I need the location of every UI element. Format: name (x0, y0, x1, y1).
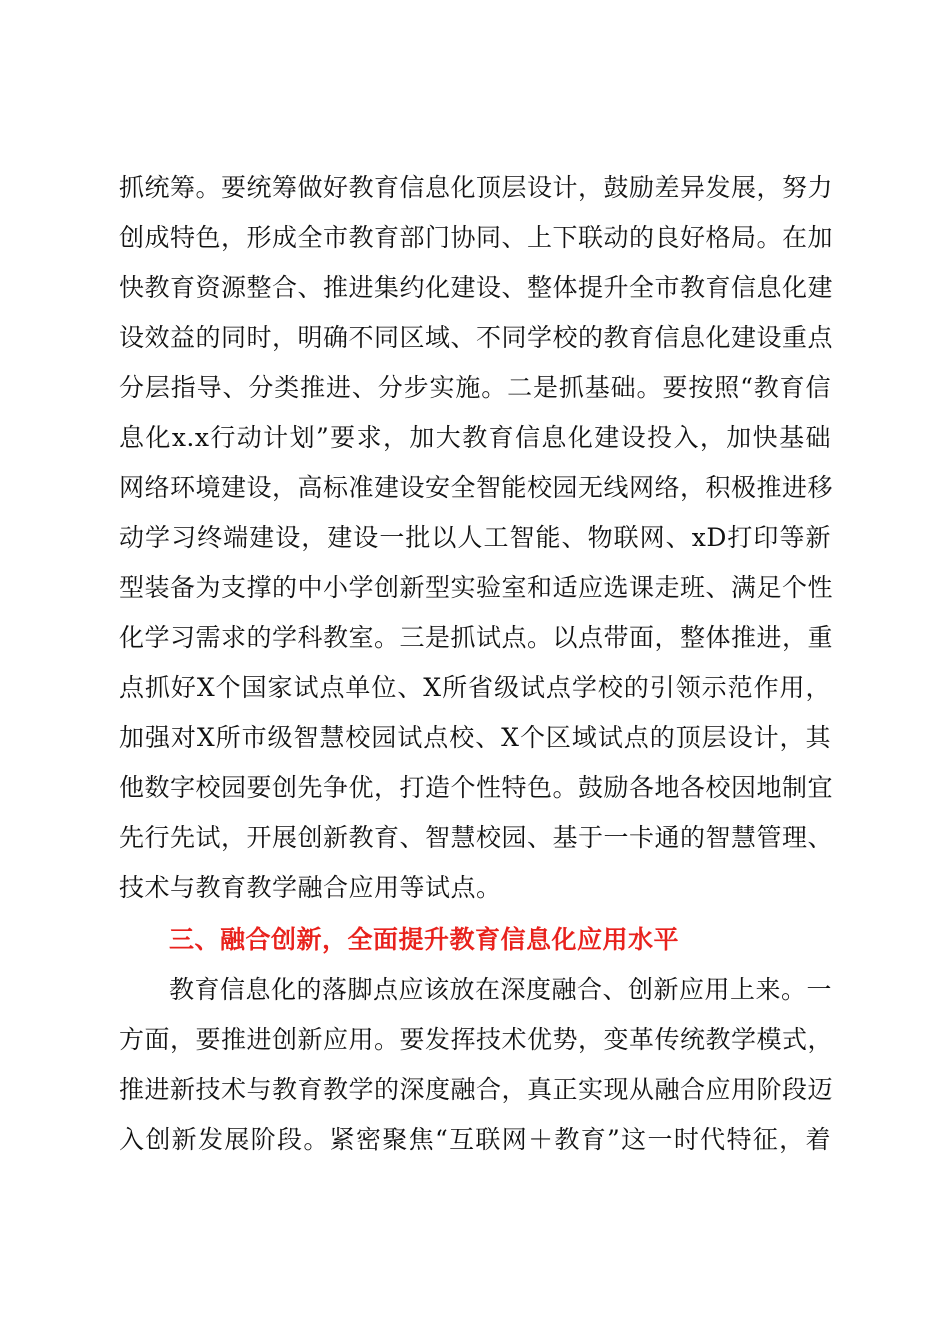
paragraph-line: 入创新发展阶段。紧密聚焦“互联网＋教育”这一时代特征，着 (119, 1125, 831, 1154)
paragraph-line: 设效益的同时，明确不同区域、不同学校的教育信息化建设重点 (119, 323, 834, 352)
paragraph-line: 技术与教育教学融合应用等试点。 (119, 873, 502, 902)
paragraph-line: 创成特色，形成全市教育部门协同、上下联动的良好格局。在加 (119, 223, 834, 252)
paragraph-line: 网络环境建设，高标准建设安全智能校园无线网络，积极推进移 (119, 473, 834, 502)
paragraph-line: 他数字校园要创先争优，打造个性特色。鼓励各地各校因地制宜 (119, 773, 834, 802)
paragraph-line: 加强对X所市级智慧校园试点校、X个区域试点的顶层设计，其 (119, 723, 831, 752)
paragraph-line: 分层指导、分类推进、分步实施。二是抓基础。要按照“教育信 (119, 373, 831, 402)
paragraph-line: 点抓好X个国家试点单位、X所省级试点学校的引领示范作用， (119, 673, 831, 702)
paragraph-line: 教育信息化的落脚点应该放在深度融合、创新应用上来。一 (169, 975, 833, 1004)
paragraph-line: 抓统筹。要统筹做好教育信息化顶层设计，鼓励差异发展，努力 (119, 173, 834, 202)
paragraph-line: 先行先试，开展创新教育、智慧校园、基于一卡通的智慧管理、 (119, 823, 834, 852)
paragraph-line: 方面，要推进创新应用。要发挥技术优势，变革传统教学模式， (119, 1025, 834, 1054)
paragraph-line: 化学习需求的学科教室。三是抓试点。以点带面，整体推进，重 (119, 623, 834, 652)
paragraph-line: 推进新技术与教育教学的深度融合，真正实现从融合应用阶段迈 (119, 1075, 834, 1104)
paragraph-line: 动学习终端建设，建设一批以人工智能、物联网、xD打印等新 (119, 523, 831, 552)
paragraph-line: 息化x.x行动计划”要求，加大教育信息化建设投入，加快基础 (119, 423, 831, 452)
paragraph-line: 快教育资源整合、推进集约化建设、整体提升全市教育信息化建 (119, 273, 834, 302)
section-heading: 三、融合创新，全面提升教育信息化应用水平 (169, 925, 680, 954)
paragraph-line: 型装备为支撑的中小学创新型实验室和适应选课走班、满足个性 (119, 573, 834, 602)
